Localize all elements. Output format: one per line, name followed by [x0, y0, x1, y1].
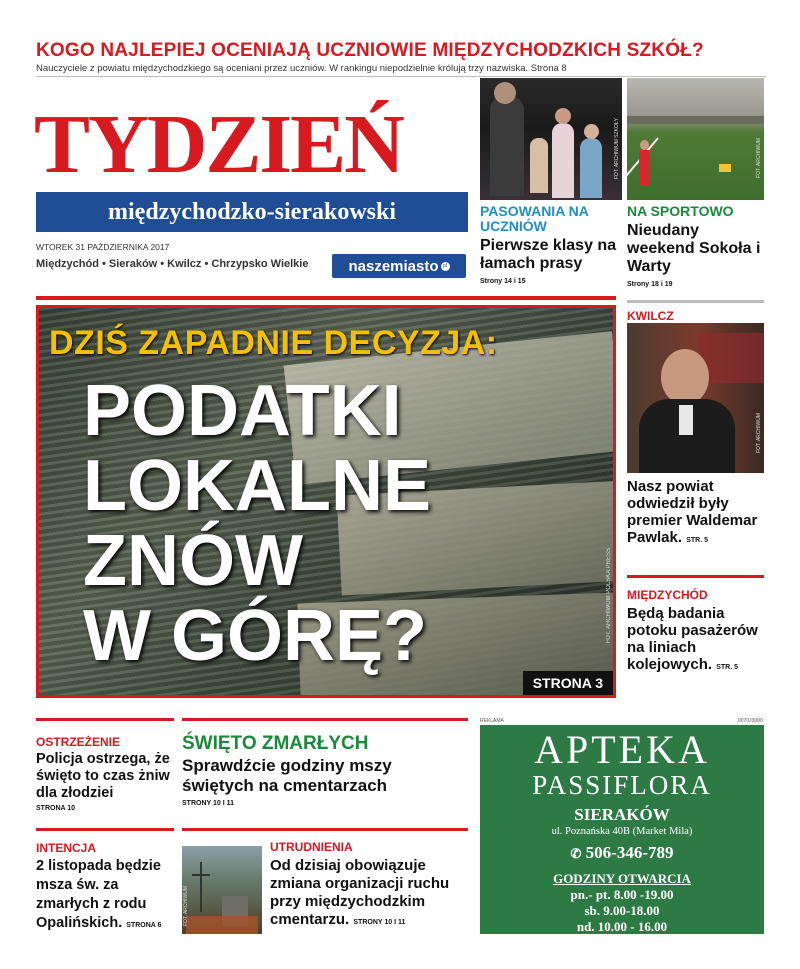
ad-label: REKLAMA: [480, 718, 504, 724]
kwilcz-title-text: Nasz powiat odwiedził były premier Waldemar Pawlak.: [627, 478, 758, 546]
photo-credit: FOT. ARCHIWUM SZKOŁY: [614, 118, 620, 180]
masthead-title: TYDZIEŃ: [34, 98, 403, 191]
pharmacy-ad[interactable]: [480, 725, 764, 934]
main-story[interactable]: [36, 305, 616, 698]
brand-suffix: pl: [443, 262, 447, 269]
photo-credit: FOT. ARCHIWUM: [183, 886, 189, 926]
ad-address: ul. Poznańska 40B (Market Mila): [551, 826, 693, 837]
kwilcz-ref: STR. 5: [686, 537, 709, 544]
utrudnienia-title-text: Od dzisiaj obowiązuje zmiana organizacji ruchu przy międzychodzkim cmentarzu.: [270, 857, 450, 928]
towns-list: Międzychód • Sieraków • Kwilcz • Chrzypsko Wielkie: [36, 258, 309, 270]
teaser-pages: Strony 18 i 19: [627, 281, 673, 288]
miedzychod-title[interactable]: [627, 605, 764, 676]
main-line-2: LOKALNE: [83, 446, 431, 526]
kwilcz-title[interactable]: [627, 478, 764, 549]
main-page-ref[interactable]: STRONA 3: [523, 671, 613, 695]
teaser-pages: Strony 14 i 15: [480, 278, 526, 285]
teaser-photo-sport[interactable]: [627, 78, 764, 200]
ad-hours-1: pn.- pt. 8.00 -19.00: [570, 887, 674, 902]
ad-name-2: PASSIFLORA: [532, 770, 712, 800]
region-name: międzychodzko-sierakowski: [108, 198, 396, 225]
ad-hours-2: sb. 9.00-18.00: [584, 903, 660, 918]
kwilcz-kicker: KWILCZ: [627, 309, 674, 323]
photo-credit: FOT. ARCHIWUM POLSKA PRESS: [606, 548, 612, 644]
photo-credit: FOT. ARCHIWUM: [756, 138, 762, 178]
intencja-ref: STRONA 6: [126, 922, 162, 929]
teaser-photo-pasowania[interactable]: [480, 78, 622, 200]
ad-hours-title: GODZINY OTWARCIA: [553, 871, 691, 886]
swieto-title[interactable]: Sprawdźcie godziny mszy świętych na cmentarzach: [182, 756, 392, 795]
ad-name-1: APTEKA: [534, 727, 710, 772]
teaser-kicker: NA SPORTOWO: [627, 203, 734, 219]
teaser-kicker: PASOWANIA NA UCZNIÓW: [480, 203, 589, 234]
teaser-title[interactable]: Nieudany weekend Sokoła i Warty: [627, 222, 761, 275]
swieto-kicker: ŚWIĘTO ZMARŁYCH: [182, 733, 369, 754]
utrudnienia-photo[interactable]: [182, 846, 262, 934]
main-top-rule: [36, 296, 616, 300]
ad-hours-3: nd. 10.00 - 16.00: [576, 919, 668, 934]
masthead-region: [36, 192, 468, 232]
main-line-3: ZNÓW: [83, 521, 303, 601]
photo-credit: FOT. ARCHIWUM: [756, 413, 762, 453]
top-subline: Nauczyciele z powiatu międzychodzkiego są oceniani przez uczniów. W rankingu niepodzielnie królują trzy nazwiska. Strona 8: [36, 63, 567, 74]
main-line-1: PODATKI: [83, 371, 402, 451]
swieto-ref: STRONY 10 I 11: [182, 800, 235, 807]
utrudnienia-title[interactable]: [270, 857, 468, 932]
intencja-title-text: 2 listopada będzie msza św. za zmarłych z rodu Opalińskich.: [36, 858, 161, 931]
ad-city: SIERAKÓW: [574, 805, 670, 824]
teaser-title[interactable]: Pierwsze klasy na łamach prasy: [480, 237, 617, 272]
utrudnienia-ref: STRONY 10 I 11: [353, 919, 406, 926]
main-kicker: DZIŚ ZAPADNIE DECYZJA:: [49, 324, 498, 362]
brand-name: naszemiasto: [348, 257, 439, 275]
naszemiasto-logo[interactable]: [332, 254, 466, 278]
ostrzezenie-title[interactable]: Policja ostrzega, że święto to czas żniw dla złodziei: [36, 751, 170, 801]
top-headline[interactable]: KOGO NAJLEPIEJ OCENIAJĄ UCZNIOWIE MIĘDZYCHODZKICH SZKÓŁ?: [36, 40, 704, 61]
ostrzezenie-kicker: OSTRZEŻENIE: [36, 735, 121, 749]
issue-date: WTOREK 31 PAŹDZIERNIKA 2017: [36, 242, 170, 252]
kwilcz-photo[interactable]: [627, 323, 764, 473]
ad-phone[interactable]: 506-346-789: [585, 843, 674, 862]
ostrzezenie-ref: STRONA 10: [36, 805, 76, 812]
phone-icon: ✆: [570, 846, 582, 861]
main-line-4: W GÓRĘ?: [83, 596, 427, 676]
brand-suffix-icon: [441, 262, 450, 271]
miedzychod-title-text: Będą badania potoku pasażerów na liniach kolejowych.: [627, 605, 758, 673]
utrudnienia-kicker: UTRUDNIENIA: [270, 840, 353, 854]
intencja-kicker: INTENCJA: [36, 841, 97, 855]
intencja-title[interactable]: [36, 857, 174, 935]
miedzychod-kicker: MIĘDZYCHÓD: [627, 588, 708, 602]
miedzychod-ref: STR. 5: [716, 664, 738, 671]
ad-code: 0070J3000: [738, 718, 763, 724]
